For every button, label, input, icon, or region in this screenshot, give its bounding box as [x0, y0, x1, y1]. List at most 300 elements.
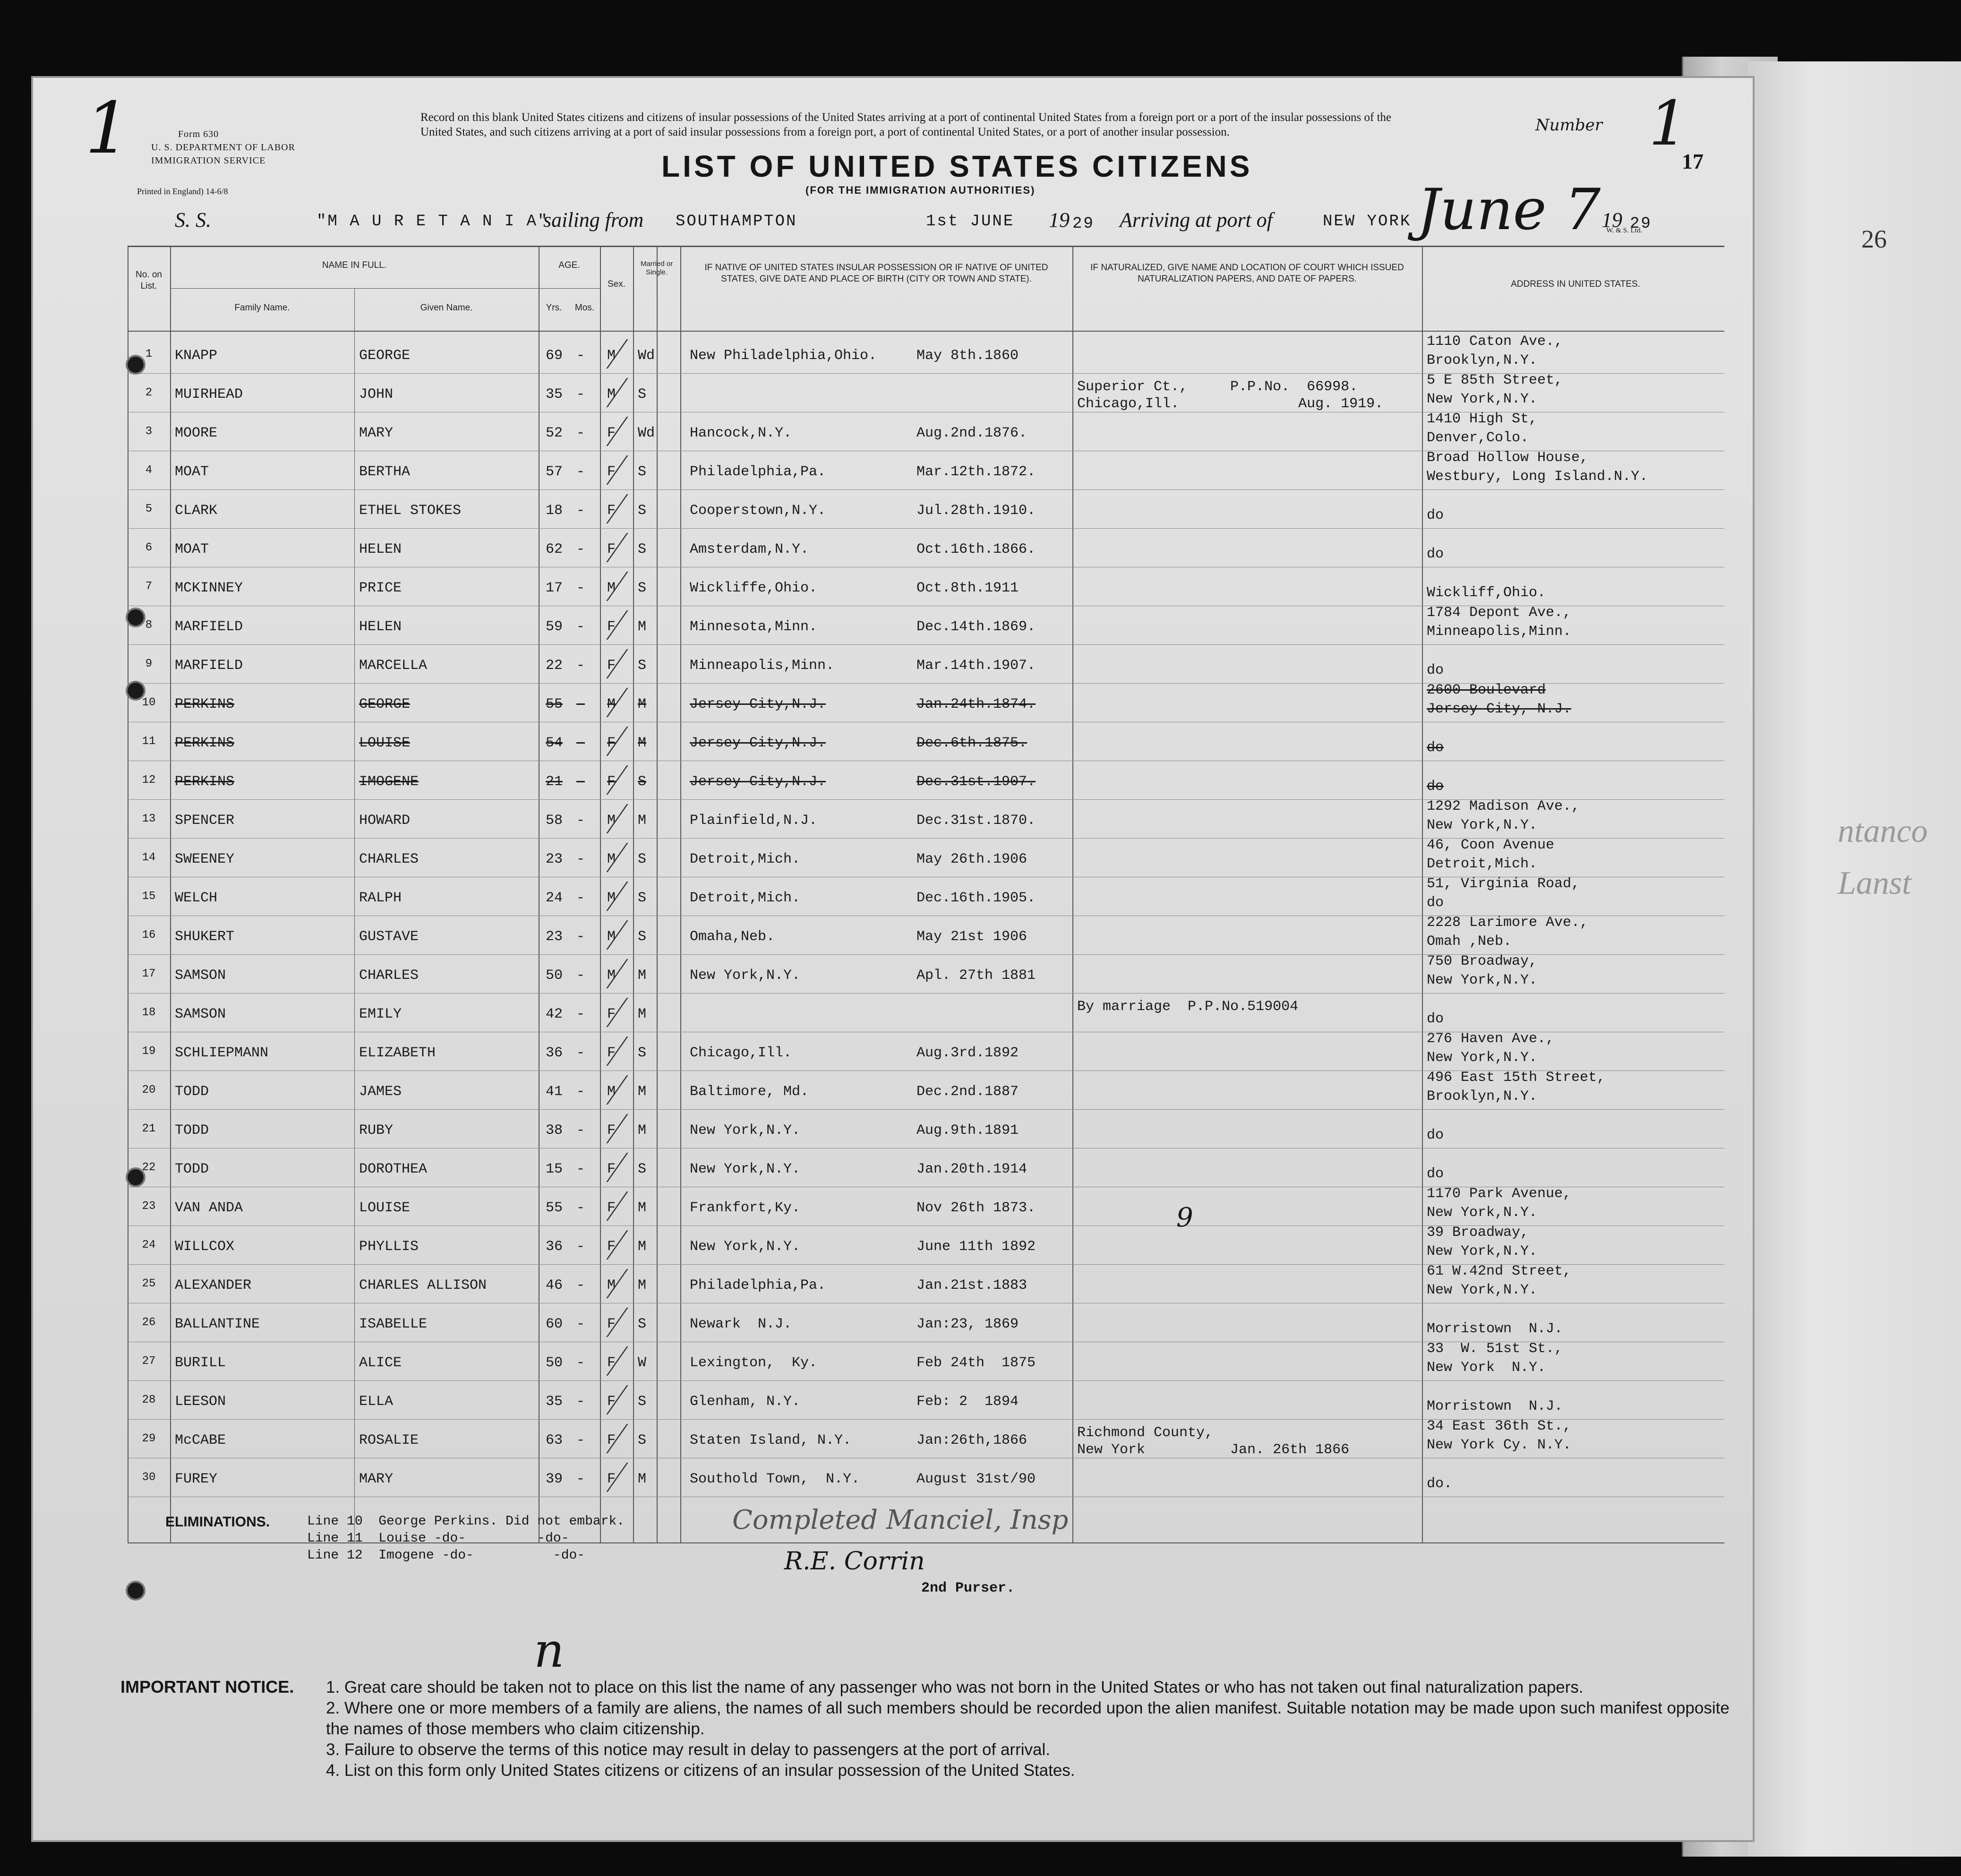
age-years: 15: [546, 1161, 563, 1177]
sex: M: [607, 1277, 616, 1293]
age-years: 62: [546, 541, 563, 557]
address-line-2: New York,N.Y.: [1427, 1282, 1538, 1298]
address-line-2: Omah ,Neb.: [1427, 934, 1512, 950]
given-name: ALICE: [359, 1355, 402, 1371]
address-line-1: 750 Broadway,: [1427, 953, 1538, 969]
given-name: MARCELLA: [359, 658, 428, 674]
marital-status: S: [638, 580, 647, 596]
birth-date: Apl. 27th 1881: [916, 968, 1036, 984]
birth-date: Jan:23, 1869: [916, 1316, 1019, 1332]
age-months: -: [576, 619, 585, 635]
birth-place: Philadelphia,Pa.: [690, 1277, 826, 1293]
age-years: 57: [546, 464, 563, 480]
row-number: 26: [142, 1316, 156, 1329]
age-years: 36: [546, 1045, 563, 1061]
age-years: 50: [546, 1355, 563, 1371]
age-months: -: [576, 1200, 585, 1216]
sex: F: [607, 464, 616, 480]
marital-status: S: [638, 541, 647, 557]
address-line-2: Jersey City, N.J.: [1427, 701, 1572, 717]
eliminations-label: ELIMINATIONS.: [165, 1514, 270, 1530]
birth-date: Jan.24th.1874.: [916, 696, 1036, 712]
marital-status: S: [638, 464, 647, 480]
column-rule: [680, 246, 681, 1542]
col-head-family: Family Name.: [234, 303, 290, 313]
sex: M: [607, 929, 616, 945]
sailing-date: 1st JUNE: [926, 213, 1015, 231]
birth-date: Jul.28th.1910.: [916, 503, 1036, 519]
row-number: 28: [142, 1394, 156, 1406]
birth-place: Philadelphia,Pa.: [690, 464, 826, 480]
address-line-1: 39 Broadway,: [1427, 1225, 1529, 1241]
family-name: WILLCOX: [175, 1239, 235, 1255]
purser-signature: R.E. Corrin: [784, 1547, 925, 1576]
address-line-1: 1110 Caton Ave.,: [1427, 334, 1563, 350]
given-name: CHARLES: [359, 851, 419, 867]
row-number: 3: [145, 425, 153, 438]
row-number: 20: [142, 1084, 156, 1096]
sex: M: [607, 890, 616, 906]
given-name: ELLA: [359, 1394, 394, 1410]
row-rule: [128, 1109, 1724, 1110]
address-line-2: New York,N.Y.: [1427, 1205, 1538, 1221]
birth-place: Baltimore, Md.: [690, 1084, 809, 1100]
age-months: -: [576, 774, 585, 790]
row-number: 16: [142, 929, 156, 942]
row-number: 10: [142, 696, 156, 709]
birth-place: Detroit,Mich.: [690, 851, 801, 867]
purser-title: 2nd Purser.: [921, 1580, 1015, 1596]
row-rule: [128, 528, 1724, 529]
address-line-1: 33 W. 51st St.,: [1427, 1341, 1563, 1357]
notice-label: IMPORTANT NOTICE.: [120, 1677, 294, 1696]
marital-status: S: [638, 1394, 647, 1410]
age-years: 63: [546, 1432, 563, 1448]
given-name: MARY: [359, 425, 394, 441]
birth-place: Staten Island, N.Y.: [690, 1432, 852, 1448]
col-head-mos: Mos.: [574, 303, 595, 313]
sex: M: [607, 696, 616, 712]
row-number: 27: [142, 1355, 156, 1368]
family-name: CLARK: [175, 503, 218, 519]
family-name: MOAT: [175, 541, 209, 557]
family-name: MOAT: [175, 464, 209, 480]
marital-status: M: [638, 1239, 647, 1255]
birth-date: Jan.21st.1883: [916, 1277, 1028, 1293]
family-name: SPENCER: [175, 813, 235, 829]
address-line-1: 5 E 85th Street,: [1427, 372, 1563, 388]
ship-name: "M A U R E T A N I A": [317, 213, 549, 231]
sex: F: [607, 1239, 616, 1255]
age-years: 69: [546, 348, 563, 364]
row-number: 7: [145, 580, 153, 593]
family-name: SCHLIEPMANN: [175, 1045, 269, 1061]
birth-place: Frankfort,Ky.: [690, 1200, 801, 1216]
marital-status: M: [638, 968, 647, 984]
marital-status: Wd: [638, 425, 655, 441]
column-rule: [1072, 246, 1073, 1542]
given-name: ISABELLE: [359, 1316, 428, 1332]
family-name: MUIRHEAD: [175, 386, 243, 403]
age-months: -: [576, 348, 585, 364]
marital-status: S: [638, 851, 647, 867]
birth-place: Jersey City,N.J.: [690, 696, 826, 712]
age-years: 35: [546, 386, 563, 403]
sex: F: [607, 1122, 616, 1139]
hand-mark: n: [534, 1623, 565, 1678]
printed-note: Printed in England) 14-6/8: [137, 187, 228, 196]
form-reference: [151, 128, 295, 167]
given-name: GEORGE: [359, 696, 411, 712]
marital-status: M: [638, 1084, 647, 1100]
age-years: 55: [546, 1200, 563, 1216]
address-line-1: 1292 Madison Ave.,: [1427, 798, 1580, 814]
birth-date: Mar.12th.1872.: [916, 464, 1036, 480]
age-months: -: [576, 1045, 585, 1061]
notice-item: 4. List on this form only United States citizens or citizens of an insular possession of the United States.: [326, 1761, 1075, 1780]
address-line-2: do: [1427, 779, 1444, 795]
address-line-2: do.: [1427, 1476, 1453, 1492]
row-number: 15: [142, 890, 156, 903]
family-name: WELCH: [175, 890, 218, 906]
address-line-2: do: [1427, 507, 1444, 523]
age-years: 55: [546, 696, 563, 712]
given-name: RALPH: [359, 890, 402, 906]
given-name: JAMES: [359, 1084, 402, 1100]
given-name: PRICE: [359, 580, 402, 596]
family-name: SHUKERT: [175, 929, 235, 945]
back-sheet-faint-text: Lanst: [1838, 865, 1911, 901]
birth-date: Oct.8th.1911: [916, 580, 1019, 596]
col-head-name: NAME IN FULL.: [322, 260, 387, 270]
naturalization-line-2: New York Jan. 26th 1866: [1077, 1442, 1350, 1458]
address-line-2: Morristown N.J.: [1427, 1321, 1563, 1337]
sex: F: [607, 619, 616, 635]
manifest-page: [33, 78, 1753, 1840]
address-line-2: Wickliff,Ohio.: [1427, 585, 1546, 601]
binder-hole: [128, 683, 144, 699]
age-months: -: [576, 1394, 585, 1410]
departure-port: SOUTHAMPTON: [676, 213, 797, 231]
family-name: SAMSON: [175, 968, 226, 984]
address-line-2: do: [1427, 546, 1444, 562]
birth-place: Omaha,Neb.: [690, 929, 775, 945]
arriving-label: Arriving at port of: [1120, 208, 1273, 231]
sex: F: [607, 1316, 616, 1332]
address-line-2: do: [1427, 895, 1444, 911]
age-months: -: [576, 968, 585, 984]
sex: F: [607, 774, 616, 790]
binder-hole: [128, 357, 144, 373]
age-years: 60: [546, 1316, 563, 1332]
elimination-line: Line 11 Louise -do- -do-: [307, 1531, 569, 1546]
address-line-2: New York,N.Y.: [1427, 391, 1538, 407]
address-line-1: 2600 Boulevard: [1427, 682, 1546, 698]
address-line-2: New York,N.Y.: [1427, 972, 1538, 988]
address-line-2: Denver,Colo.: [1427, 430, 1529, 446]
family-name: TODD: [175, 1161, 209, 1177]
row-number: 5: [145, 503, 153, 515]
marital-status: M: [638, 619, 647, 635]
binder-hole: [128, 1169, 144, 1185]
age-subrule: [539, 288, 600, 289]
birth-place: Chicago,Ill.: [690, 1045, 792, 1061]
birth-place: Plainfield,N.J.: [690, 813, 818, 829]
row-number: 9: [145, 658, 153, 670]
birth-date: May 8th.1860: [916, 348, 1019, 364]
year-prefix: 19: [1049, 208, 1070, 231]
family-name: MOORE: [175, 425, 218, 441]
elimination-line: Line 10 George Perkins. Did not embark.: [307, 1514, 625, 1529]
address-line-2: New York,N.Y.: [1427, 1050, 1538, 1066]
row-number: 6: [145, 541, 153, 554]
birth-place: Jersey City,N.J.: [690, 735, 826, 751]
marital-status: M: [638, 1200, 647, 1216]
family-name: PERKINS: [175, 735, 235, 751]
binder-hole: [128, 609, 144, 625]
given-name: EMILY: [359, 1006, 402, 1022]
naturalization-line-2: Chicago,Ill. Aug. 1919.: [1077, 396, 1384, 412]
birth-date: Oct.16th.1866.: [916, 541, 1036, 557]
row-number: 21: [142, 1122, 156, 1135]
age-months: -: [576, 503, 585, 519]
arrival-date-handwritten: June 7: [1417, 177, 1601, 243]
given-name: ETHEL STOKES: [359, 503, 462, 519]
preamble-text: Record on this blank United States citizens and citizens of insular possessions of the United States arriving at a port of continental United States from a foreign port or a port of the insular possessions of the United States, and such citizens arriving at a port of said insular possessions from a foreign port, a port of continental United States, or a port of another insular possession.: [420, 111, 1392, 138]
age-months: -: [576, 425, 585, 441]
marital-status: M: [638, 1277, 647, 1293]
sex: F: [607, 658, 616, 674]
sex: F: [607, 541, 616, 557]
row-number: 19: [142, 1045, 156, 1058]
col-head-birth: IF NATIVE OF UNITED STATES INSULAR POSSESSION OR IF NATIVE OF UNITED STATES, GIVE DATE AND PLACE OF BIRTH (CITY OR TOWN AND STATE).: [704, 263, 1048, 284]
sex: F: [607, 1432, 616, 1448]
address-line-1: 1784 Depont Ave.,: [1427, 605, 1572, 621]
binder-hole: [128, 1583, 144, 1599]
address-line-2: Westbury, Long Island.N.Y.: [1427, 469, 1648, 485]
sex: F: [607, 503, 616, 519]
age-years: 22: [546, 658, 563, 674]
age-years: 58: [546, 813, 563, 829]
given-name: IMOGENE: [359, 774, 419, 790]
row-number: 17: [142, 968, 156, 980]
naturalization-line-1: Superior Ct., P.P.No. 66998.: [1077, 379, 1358, 395]
marital-status: M: [638, 696, 647, 712]
col-head-yrs: Yrs.: [546, 303, 562, 313]
sex: M: [607, 1084, 616, 1100]
arrival-port: NEW YORK: [1323, 213, 1412, 231]
notice-list: [326, 1677, 1748, 1781]
notice-item: 2. Where one or more members of a family are aliens, the names of all such members should be recorded upon the alien manifest. Suitable notation may be made upon such manifest opposite the names of those members who claim citizenship.: [326, 1699, 1730, 1738]
age-months: -: [576, 1161, 585, 1177]
birth-date: Dec.31st.1870.: [916, 813, 1036, 829]
given-name: LOUISE: [359, 1200, 411, 1216]
given-name: GEORGE: [359, 348, 411, 364]
row-number: 4: [145, 464, 153, 477]
row-number: 18: [142, 1006, 156, 1019]
family-name: ALEXANDER: [175, 1277, 252, 1293]
number-value: 1: [1649, 87, 1688, 159]
age-months: -: [576, 735, 585, 751]
form-number: Form 630: [178, 129, 219, 139]
age-months: -: [576, 813, 585, 829]
family-name: PERKINS: [175, 774, 235, 790]
age-months: -: [576, 1006, 585, 1022]
birth-place: New York,N.Y.: [690, 1239, 801, 1255]
marital-status: M: [638, 735, 647, 751]
birth-place: Minneapolis,Minn.: [690, 658, 835, 674]
family-name: VAN ANDA: [175, 1200, 243, 1216]
birth-place: New York,N.Y.: [690, 1161, 801, 1177]
col-head-naturalized: IF NATURALIZED, GIVE NAME AND LOCATION OF COURT WHICH ISSUED NATURALIZATION PAPERS, AND DATE OF PAPERS.: [1090, 263, 1404, 284]
address-line-1: 276 Haven Ave.,: [1427, 1031, 1555, 1047]
age-years: 36: [546, 1239, 563, 1255]
birth-date: Feb 24th 1875: [916, 1355, 1036, 1371]
birth-place: Jersey City,N.J.: [690, 774, 826, 790]
marital-status: W: [638, 1355, 647, 1371]
year-suffix: 29: [1072, 215, 1095, 233]
age-months: -: [576, 1277, 585, 1293]
birth-place: New York,N.Y.: [690, 1122, 801, 1139]
marital-status: S: [638, 658, 647, 674]
birth-date: Dec.6th.1875.: [916, 735, 1028, 751]
family-name: BALLANTINE: [175, 1316, 260, 1332]
sex: M: [607, 851, 616, 867]
given-name: MARY: [359, 1471, 394, 1487]
family-name: McCABE: [175, 1432, 226, 1448]
given-name: BERTHA: [359, 464, 411, 480]
birth-place: Glenham, N.Y.: [690, 1394, 801, 1410]
given-name: PHYLLIS: [359, 1239, 419, 1255]
given-name: LOUISE: [359, 735, 411, 751]
sex: M: [607, 348, 616, 364]
address-line-2: Morristown N.J.: [1427, 1398, 1563, 1414]
birth-date: Dec.14th.1869.: [916, 619, 1036, 635]
birth-date: Jan.20th.1914: [916, 1161, 1028, 1177]
address-line-2: do: [1427, 1011, 1444, 1027]
address-line-2: New York Cy. N.Y.: [1427, 1437, 1572, 1453]
row-number: 13: [142, 813, 156, 825]
given-name: GUSTAVE: [359, 929, 419, 945]
age-years: 18: [546, 503, 563, 519]
age-years: 38: [546, 1122, 563, 1139]
address-line-2: do: [1427, 662, 1444, 678]
row-number: 11: [142, 735, 156, 748]
age-months: -: [576, 1316, 585, 1332]
margin-mark: 9: [1176, 1202, 1193, 1233]
row-number: 25: [142, 1277, 156, 1290]
birth-date: May 26th.1906: [916, 851, 1028, 867]
age-months: -: [576, 1239, 585, 1255]
family-name: BURILL: [175, 1355, 226, 1371]
age-months: -: [576, 464, 585, 480]
back-sheet: [1748, 61, 1961, 1857]
age-months: -: [576, 890, 585, 906]
sex: M: [607, 580, 616, 596]
ss-label: S. S.: [175, 208, 211, 231]
given-name: ROSALIE: [359, 1432, 419, 1448]
family-name: SWEENEY: [175, 851, 235, 867]
address-line-1: Broad Hollow House,: [1427, 450, 1589, 466]
marital-status: S: [638, 1161, 647, 1177]
row-number: 29: [142, 1432, 156, 1445]
address-line-2: Brooklyn,N.Y.: [1427, 1088, 1538, 1105]
printer-mark: W. & S. Ltd.: [1606, 227, 1643, 234]
number-label: Number: [1535, 116, 1603, 135]
marital-status: S: [638, 1045, 647, 1061]
address-line-2: New York,N.Y.: [1427, 1243, 1538, 1259]
back-sheet-number: 26: [1861, 225, 1887, 253]
age-months: -: [576, 386, 585, 403]
row-number: 12: [142, 774, 156, 787]
address-line-1: 61 W.42nd Street,: [1427, 1263, 1572, 1279]
elimination-line: Line 12 Imogene -do- -do-: [307, 1548, 585, 1563]
given-name: RUBY: [359, 1122, 394, 1139]
sailing-from-label: sailing from: [543, 208, 644, 231]
row-number: 2: [145, 386, 153, 399]
given-name: HELEN: [359, 541, 402, 557]
age-months: -: [576, 696, 585, 712]
row-rule: [128, 993, 1724, 994]
birth-place: Detroit,Mich.: [690, 890, 801, 906]
birth-place: Lexington, Ky.: [690, 1355, 818, 1371]
sex: F: [607, 1394, 616, 1410]
marital-status: Wd: [638, 348, 655, 364]
age-months: -: [576, 851, 585, 867]
eliminations-lines: [307, 1513, 625, 1564]
marital-status: M: [638, 1122, 647, 1139]
marital-status: S: [638, 386, 647, 403]
row-number: 24: [142, 1239, 156, 1251]
age-years: 23: [546, 851, 563, 867]
birth-date: Aug.3rd.1892: [916, 1045, 1019, 1061]
column-rule: [633, 246, 634, 1542]
address-line-2: do: [1427, 1127, 1444, 1143]
back-sheet-faint-text: ntanco: [1838, 813, 1928, 849]
address-line-2: do: [1427, 740, 1444, 756]
given-name: HELEN: [359, 619, 402, 635]
age-years: 39: [546, 1471, 563, 1487]
year-suffix-2: 29: [1630, 215, 1652, 233]
column-rule: [170, 246, 171, 1542]
age-months: -: [576, 1084, 585, 1100]
row-number: 1: [145, 348, 153, 360]
age-years: 54: [546, 735, 563, 751]
age-months: -: [576, 658, 585, 674]
col-head-age: AGE.: [558, 260, 580, 270]
birth-date: Feb: 2 1894: [916, 1394, 1019, 1410]
birth-place: New Philadelphia,Ohio.: [690, 348, 877, 364]
row-number: 23: [142, 1200, 156, 1213]
age-months: -: [576, 1355, 585, 1371]
family-name: MARFIELD: [175, 658, 243, 674]
address-line-2: Detroit,Mich.: [1427, 856, 1538, 872]
birth-place: Southold Town, N.Y.: [690, 1471, 860, 1487]
family-name: MARFIELD: [175, 619, 243, 635]
birth-place: Hancock,N.Y.: [690, 425, 792, 441]
column-rule: [657, 246, 658, 1542]
age-years: 24: [546, 890, 563, 906]
corner-hand-mark: 1: [85, 87, 130, 170]
address-line-2: Brooklyn,N.Y.: [1427, 352, 1538, 368]
page-number: 17: [1682, 149, 1704, 173]
family-name: PERKINS: [175, 696, 235, 712]
age-years: 50: [546, 968, 563, 984]
birth-date: Aug.9th.1891: [916, 1122, 1019, 1139]
page-title: LIST OF UNITED STATES CITIZENS: [661, 149, 1253, 183]
address-line-2: do: [1427, 1166, 1444, 1182]
family-name: TODD: [175, 1084, 209, 1100]
